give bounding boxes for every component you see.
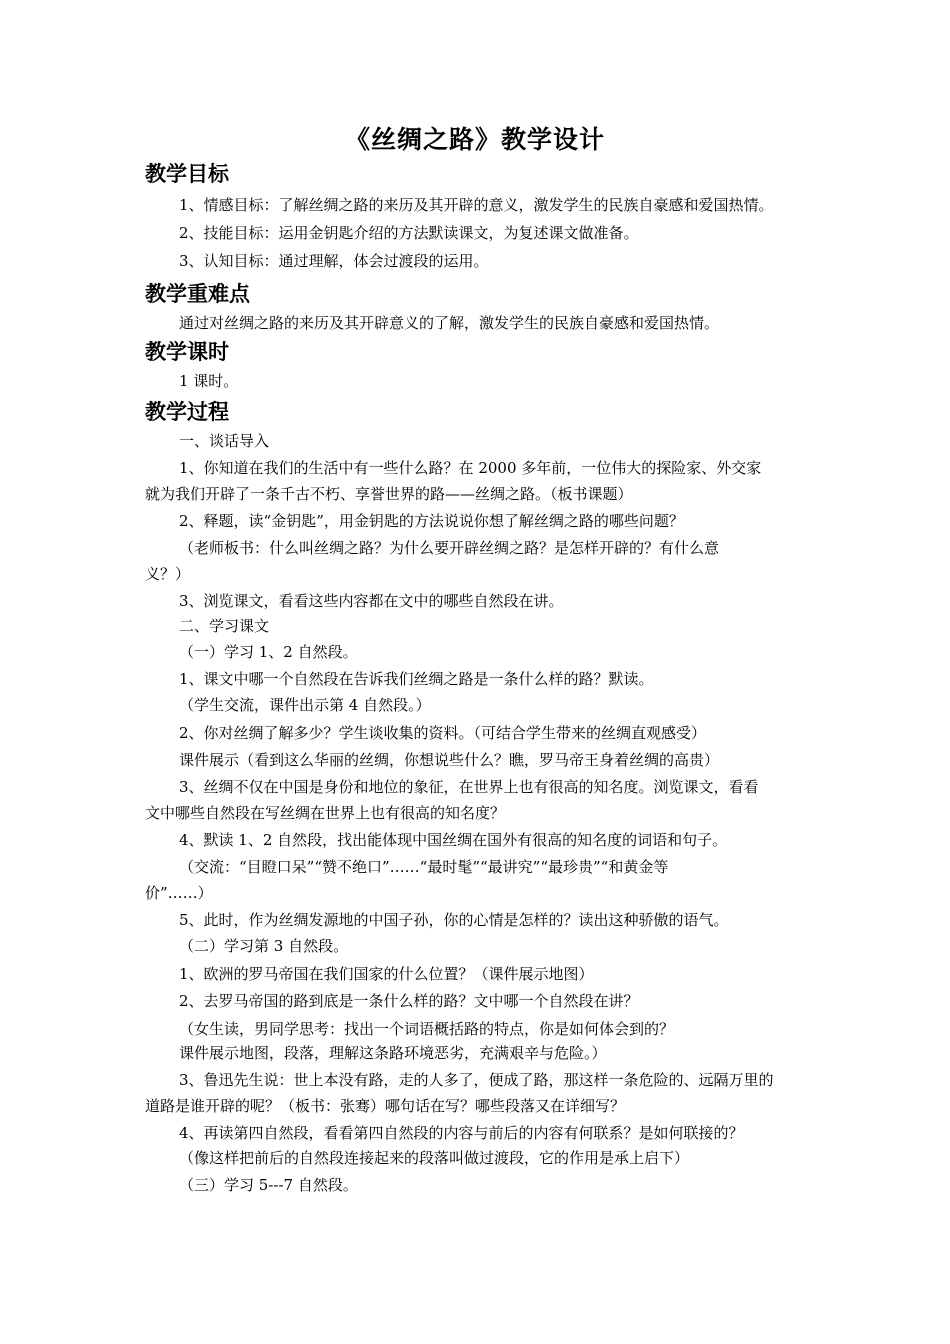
process-line: 1、欧洲的罗马帝国在我们国家的什么位置？（课件展示地图）	[179, 965, 594, 983]
heading-teaching-process: 教学过程	[145, 399, 229, 424]
process-line: 二、学习课文	[179, 617, 270, 635]
process-line: 文中哪些自然段在写丝绸在世界上也有很高的知名度？	[145, 804, 506, 822]
process-line: 2、去罗马帝国的路到底是一条什么样的路？文中哪一个自然段在讲？	[179, 992, 639, 1010]
process-line: 义？）	[145, 565, 191, 583]
process-line: 1、你知道在我们的生活中有一些什么路？在 2000 多年前，一位伟大的探险家、外交家	[179, 459, 762, 477]
heading-teaching-goals: 教学目标	[145, 161, 229, 186]
process-line: 道路是谁开辟的呢？（板书：张骞）哪句话在写？哪些段落又在详细写？	[145, 1097, 626, 1115]
process-line: 5、此时，作为丝绸发源地的中国子孙，你的心情是怎样的？读出这种骄傲的语气。	[179, 911, 729, 929]
process-line: 3、鲁迅先生说：世上本没有路，走的人多了，便成了路，那这样一条危险的、远隔万里的	[179, 1071, 774, 1089]
hours-text: 1 课时。	[179, 372, 239, 390]
process-line: 2、释题，读“金钥匙”，用金钥匙的方法说说你想了解丝绸之路的哪些问题？	[179, 512, 684, 530]
process-line: 4、默读 1、2 自然段，找出能体现中国丝绸在国外有很高的知名度的词语和句子。	[179, 831, 728, 849]
process-line: 3、浏览课文，看看这些内容都在文中的哪些自然段在讲。	[179, 592, 564, 610]
process-line: 4、再读第四自然段，看看第四自然段的内容与前后的内容有何联系？是如何联接的？	[179, 1124, 744, 1142]
key-points-text: 通过对丝绸之路的来历及其开辟意义的了解，激发学生的民族自豪感和爱国热情。	[179, 314, 720, 332]
process-line: 课件展示地图，段落，理解这条路环境恶劣，充满艰辛与危险。）	[179, 1044, 607, 1062]
document-title: 《丝绸之路》教学设计	[344, 125, 605, 154]
process-line: （老师板书：什么叫丝绸之路？为什么要开辟丝绸之路？是怎样开辟的？有什么意	[179, 539, 720, 557]
process-line: （学生交流，课件出示第 4 自然段。）	[179, 696, 431, 714]
heading-teaching-hours: 教学课时	[145, 339, 229, 364]
goal-item: 3、认知目标：通过理解，体会过渡段的运用。	[179, 252, 489, 270]
process-line: （女生读，男同学思考：找出一个词语概括路的特点，你是如何体会到的？	[179, 1020, 675, 1038]
process-line: 就为我们开辟了一条千古不朽、享誉世界的路——丝绸之路。（板书课题）	[145, 485, 633, 503]
process-line: 2、你对丝绸了解多少？学生谈收集的资料。（可结合学生带来的丝绸直观感受）	[179, 724, 707, 742]
process-line: 价”……）	[145, 884, 213, 902]
process-line: （二）学习第 3 自然段。	[179, 937, 349, 955]
process-line: （三）学习 5---7 自然段。	[179, 1176, 358, 1194]
process-line: 一、谈话导入	[179, 432, 270, 450]
heading-key-points: 教学重难点	[145, 281, 250, 306]
process-line: 3、丝绸不仅在中国是身份和地位的象征，在世界上也有很高的知名度。浏览课文，看看	[179, 778, 759, 796]
process-line: （交流：“目瞪口呆”“赞不绝口”……“最时髦”“最讲究”“最珍贵”“和黄金等	[179, 858, 669, 876]
goal-item: 2、技能目标：运用金钥匙介绍的方法默读课文，为复述课文做准备。	[179, 224, 639, 242]
process-line: （一）学习 1、2 自然段。	[179, 643, 358, 661]
process-line: 课件展示（看到这么华丽的丝绸，你想说些什么？瞧，罗马帝王身着丝绸的高贵）	[179, 751, 720, 769]
goal-item: 1、情感目标：了解丝绸之路的来历及其开辟的意义，激发学生的民族自豪感和爱国热情。	[179, 196, 774, 214]
process-line: 1、课文中哪一个自然段在告诉我们丝绸之路是一条什么样的路？默读。	[179, 670, 654, 688]
process-line: （像这样把前后的自然段连接起来的段落叫做过渡段，它的作用是承上启下）	[179, 1149, 690, 1167]
